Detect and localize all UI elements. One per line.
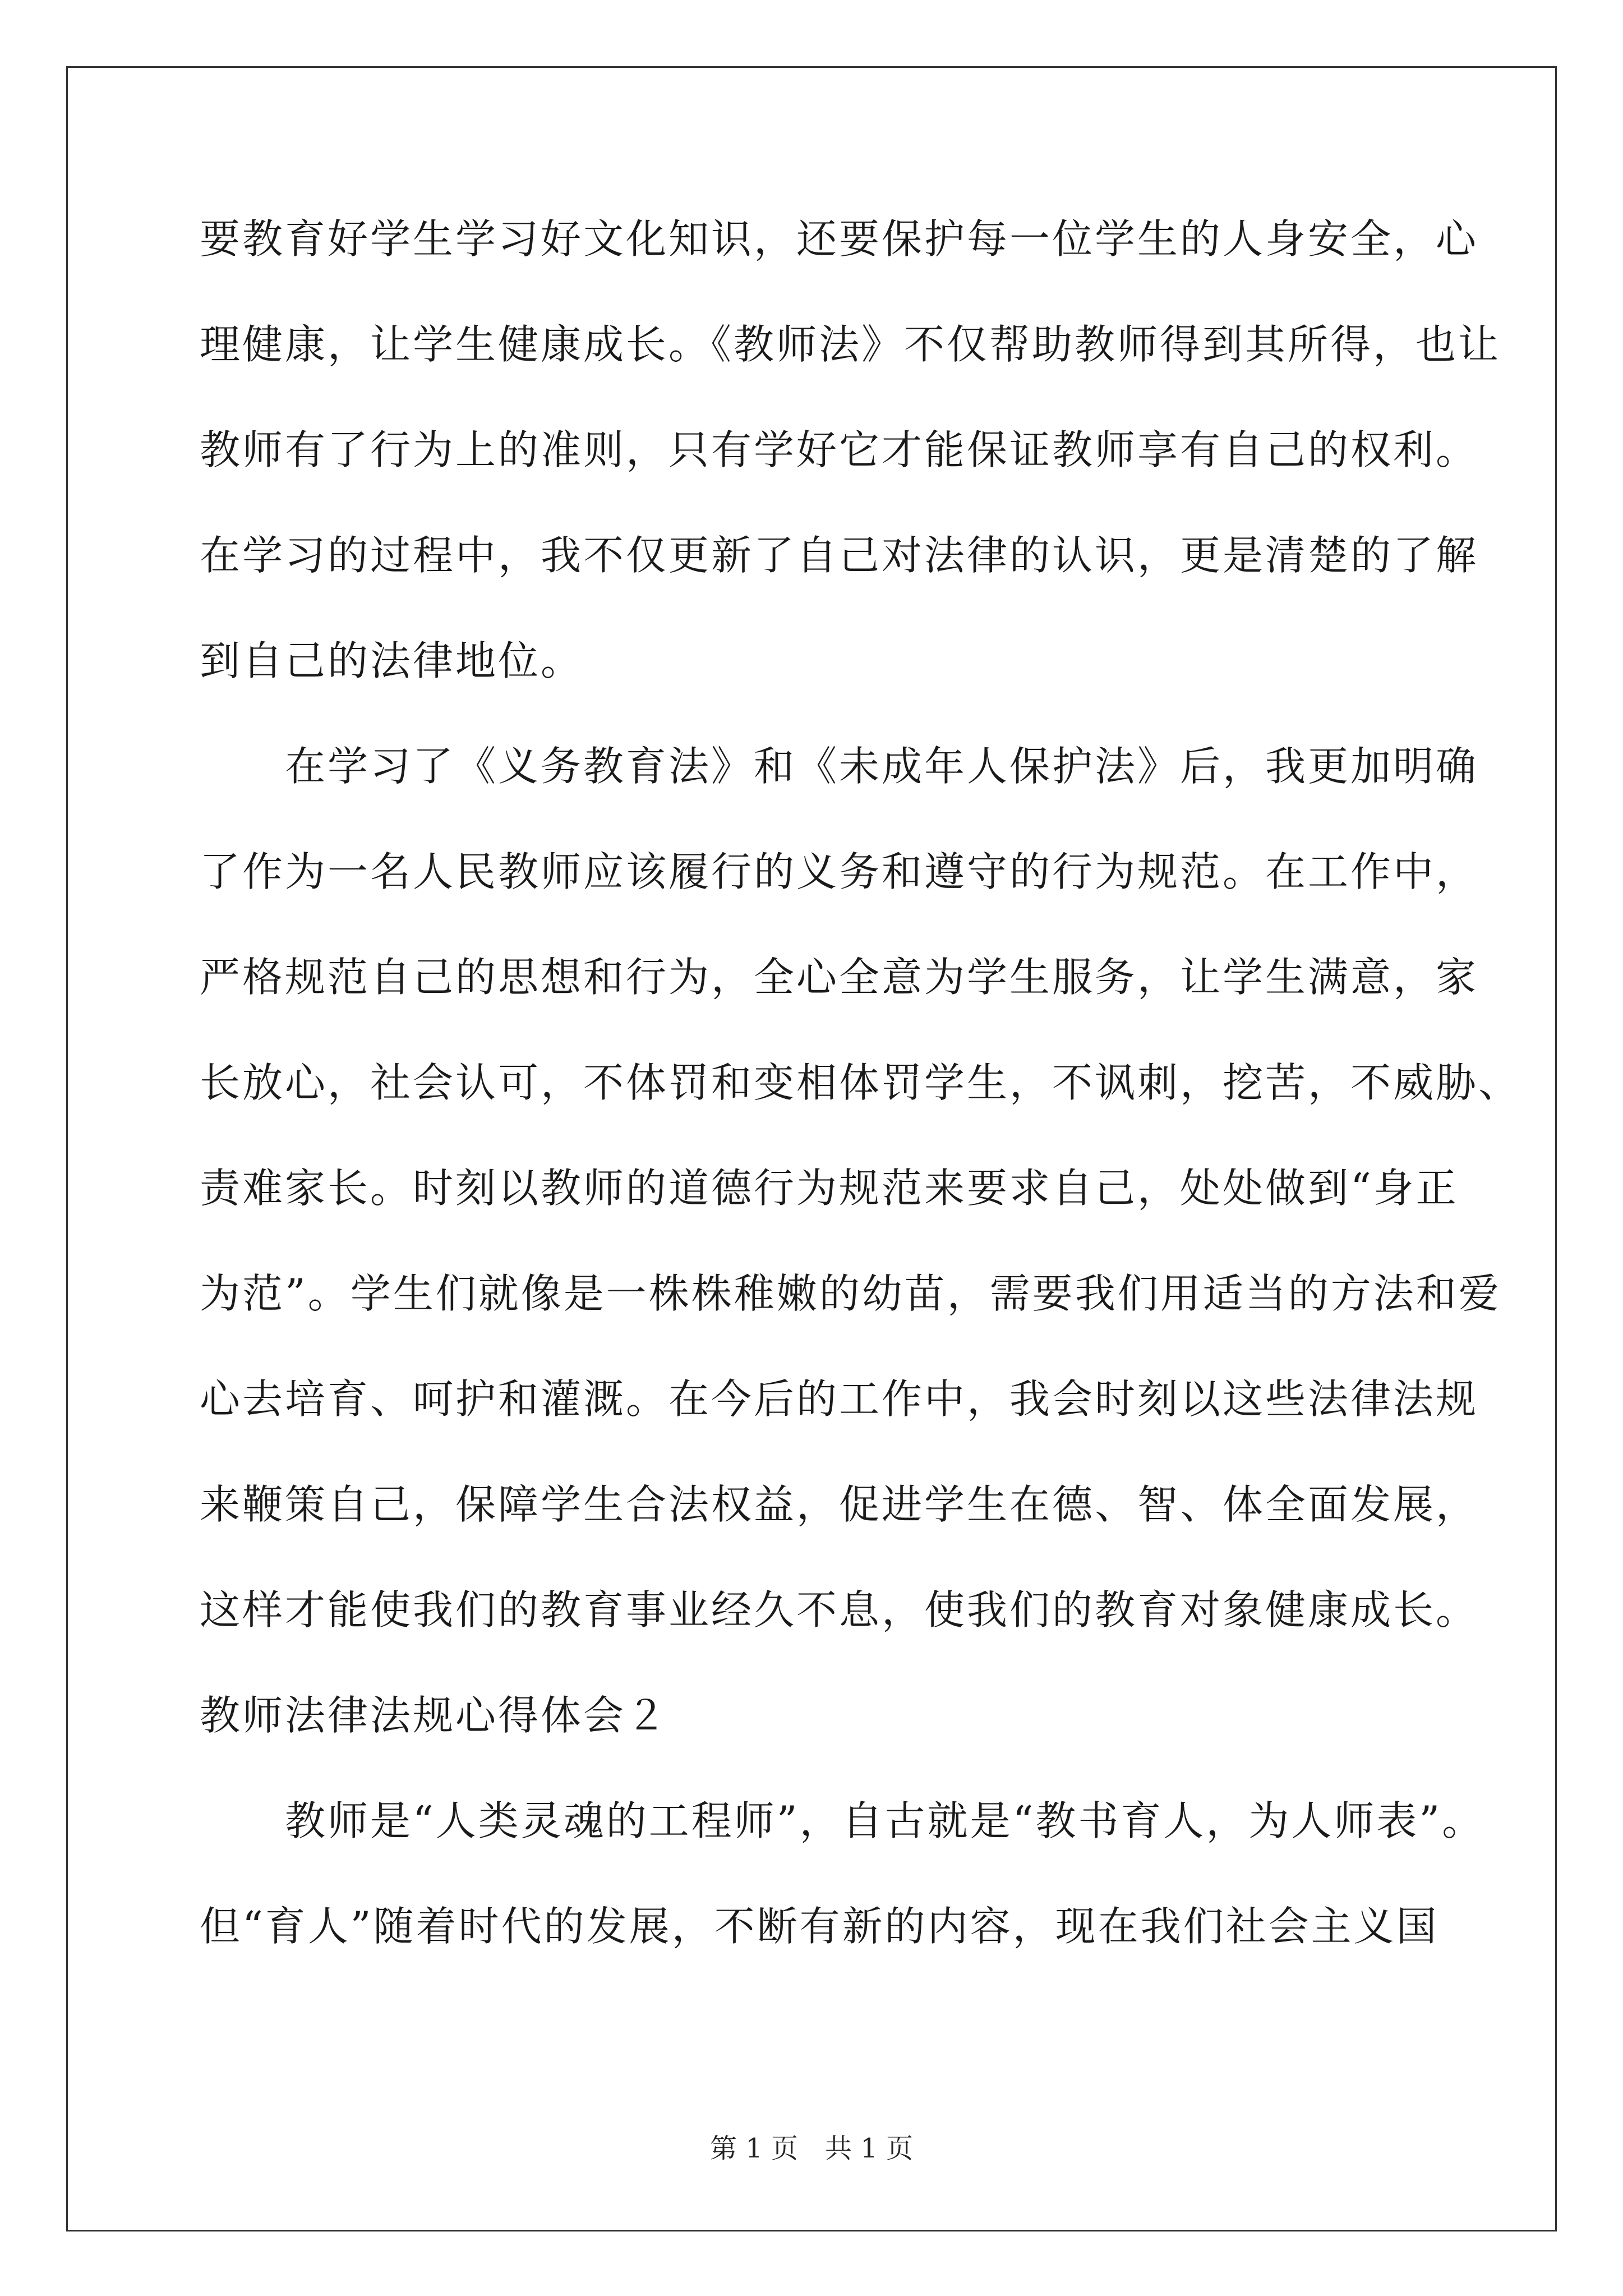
text-line: 责难家长。时刻以教师的道德行为规范来要求自己，处处做到“身正 [200, 1165, 1459, 1212]
text-line: 在学习了《义务教育法》和《未成年人保护法》后，我更加明确 [200, 743, 1479, 790]
text-line: 要教育好学生学习好文化知识，还要保护每一位学生的人身安全，心 [200, 215, 1479, 263]
text-line: 在学习的过程中，我不仅更新了自己对法律的认识，更是清楚的了解 [200, 532, 1479, 579]
text-line: 心去培育、呵护和灌溉。在今后的工作中，我会时刻以这些法律法规 [200, 1375, 1479, 1423]
text-line: 了作为一名人民教师应该履行的义务和遵守的行为规范。在工作中， [200, 848, 1479, 895]
text-line: 教师有了行为上的准则，只有学好它才能保证教师享有自己的权利。 [200, 426, 1479, 473]
text-line: 教师是“人类灵魂的工程师”，自古就是“教书育人，为人师表”。 [200, 1797, 1485, 1844]
text-line: 这样才能使我们的教育事业经久不息，使我们的教育对象健康成长。 [200, 1586, 1479, 1634]
text-line: 为范”。学生们就像是一株株稚嫩的幼苗，需要我们用适当的方法和爱 [200, 1270, 1501, 1317]
text-line: 但“育人”随着时代的发展，不断有新的内容，现在我们社会主义国 [200, 1903, 1439, 1950]
section-heading: 教师法律法规心得体会２ [200, 1692, 669, 1739]
document-body [200, 205, 1521, 1998]
text-line: 严格规范自己的思想和行为，全心全意为学生服务，让学生满意，家 [200, 954, 1479, 1001]
page-footer: 第 1 页 共 1 页 [709, 2133, 914, 2164]
text-line: 来鞭策自己，保障学生合法权益，促进学生在德、智、体全面发展， [200, 1481, 1479, 1528]
text-line: 理健康，让学生健康成长。《教师法》不仅帮助教师得到其所得，也让 [200, 321, 1501, 368]
text-line: 长放心，社会认可，不体罚和变相体罚学生，不讽刺，挖苦，不威胁、 [200, 1059, 1521, 1106]
text-line: 到自己的法律地位。 [200, 637, 584, 684]
